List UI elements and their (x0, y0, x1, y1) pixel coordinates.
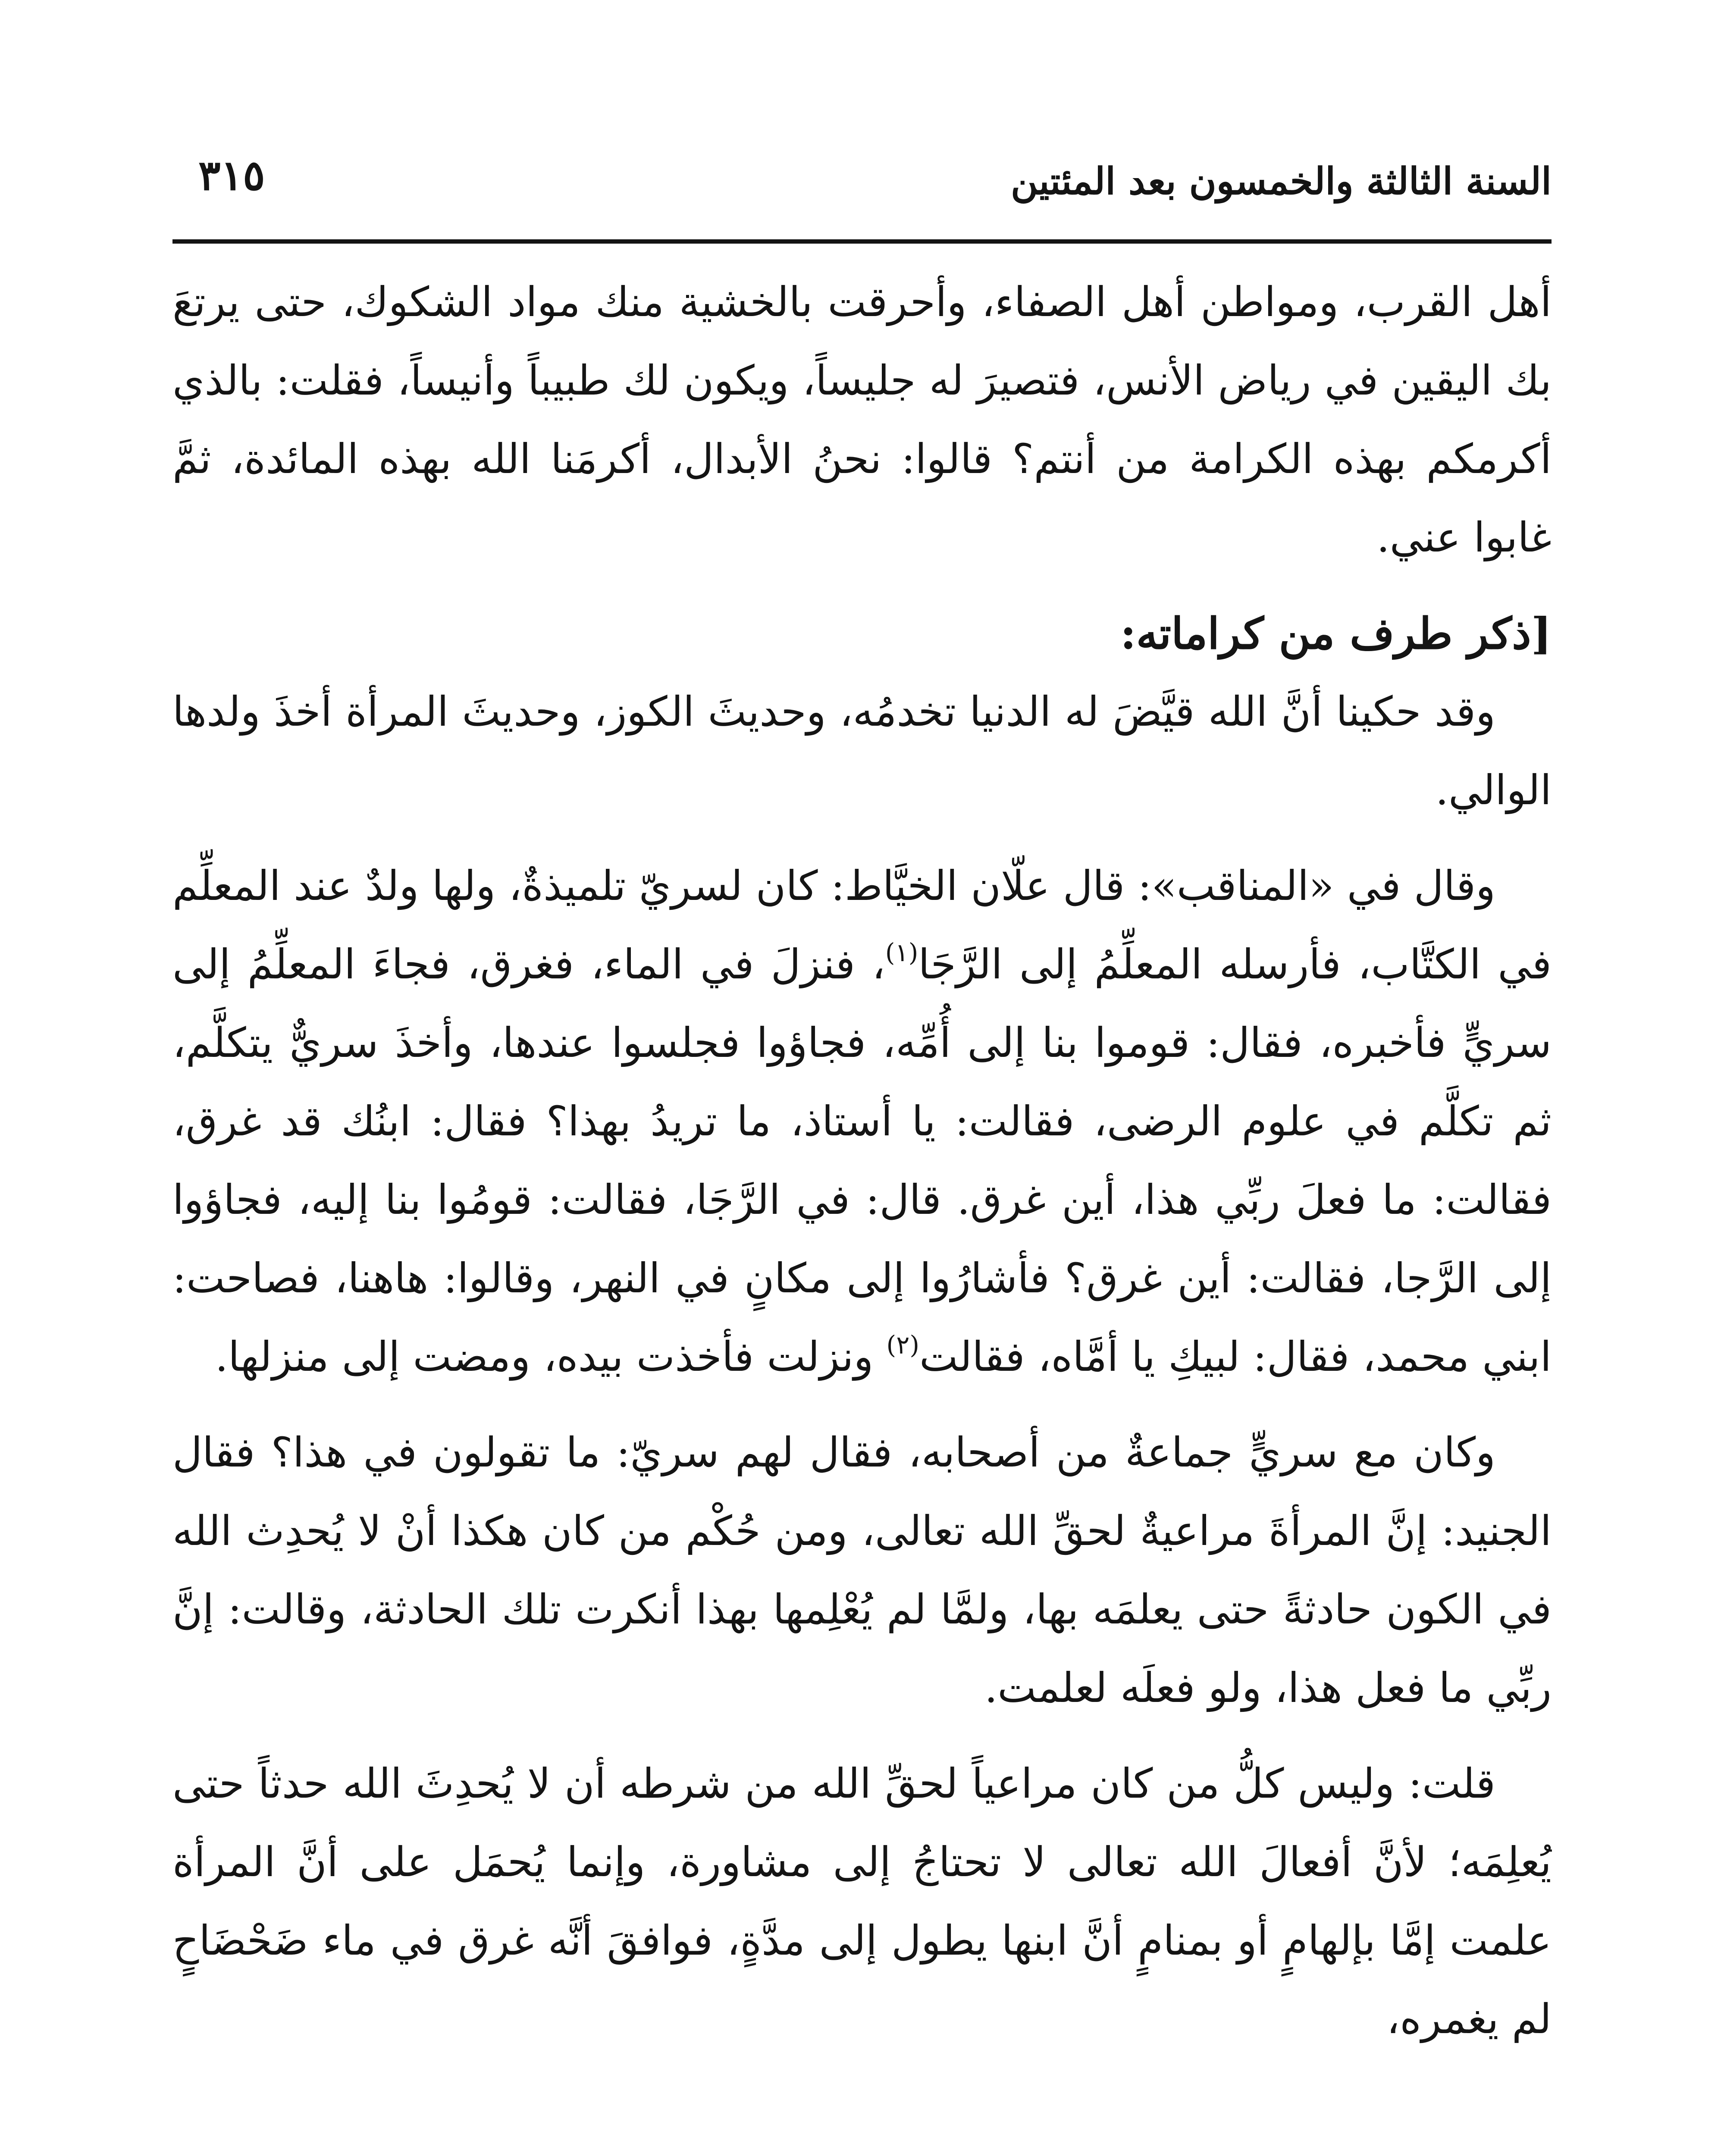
paragraph-2: وقد حكينا أنَّ الله قيَّضَ له الدنيا تخدمُه، وحديثَ الكوز، وحديثَ المرأة أخذَ ولدها الوالي. (172, 688, 1552, 814)
footnote-ref-2: (٢) (886, 1330, 919, 1360)
paragraph-5: قلت: وليس كلُّ من كان مراعياً لحقِّ الله من شرطه أن لا يُحدِثَ الله حدثاً حتى يُعلِمَه؛ لأنَّ أفعالَ الله تعالى لا تحتاجُ إلى مشاورة، وإنما يُحمَل على أنَّ المرأة علمت إمَّا بإلهامٍ أو بمنامٍ أنَّ ابنها يطول إلى مدَّةٍ، فوافقَ أنَّه غرق في ماء ضَحْضَاحٍ لم يغمره، (172, 1760, 1552, 2043)
section-heading: [ذكر طرف من كراماته: (1120, 608, 1552, 659)
paragraph-3-text-a: وقال في «المناقب»: قال علّان الخيَّاط: كان لسريّ تلميذةٌ، ولها ولدٌ عند المعلِّم في الكتَّاب، فأرسله المعلِّمُ إلى الرَّجَا (172, 862, 1552, 988)
footnote-ref-1: (١) (885, 938, 918, 967)
main-text (172, 263, 1552, 2059)
page-header (172, 142, 1552, 233)
paragraph-3 (172, 847, 1552, 1396)
header-rule (172, 239, 1552, 244)
page-number: ٣١٥ (198, 151, 265, 200)
paragraph-4: وكان مع سريٍّ جماعةٌ من أصحابه، فقال لهم سريّ: ما تقولون في هذا؟ فقال الجنيد: إنَّ المرأةَ مراعيةٌ لحقِّ الله تعالى، ومن حُكْم من كان هكذا أنْ لا يُحدِث الله في الكون حادثةً حتى يعلمَه بها، ولمَّا لم يُعْلِمها بهذا أنكرت تلك الحادثة، وقالت: إنَّ ربِّي ما فعل هذا، ولو فعلَه لعلمت. (172, 1429, 1552, 1712)
paragraph-3-text-c: ونزلت فأخذت بيده، ومضت إلى منزلها. (215, 1333, 887, 1381)
paragraph-1: أهل القرب، ومواطن أهل الصفاء، وأحرقت بالخشية منك مواد الشكوك، حتى يرتعَ بك اليقين في رياض الأنس، فتصيرَ له جليساً، ويكون لك طبيباً وأنيساً، فقلت: بالذي أكرمكم بهذه الكرامة من أنتم؟ قالوا: نحنُ الأبدال، أكرمَنا الله بهذه المائدة، ثمَّ غابوا عني. (172, 279, 1552, 561)
running-head: السنة الثالثة والخمسون بعد المئتين (1010, 160, 1552, 203)
paragraph-3-text-b: ، فنزلَ في الماء، فغرق، فجاءَ المعلِّمُ إلى سريٍّ فأخبره، فقال: قوموا بنا إلى أُمِّه، فجاؤوا فجلسوا عندها، وأخذَ سريٌّ يتكلَّم، ثم تكلَّم في علوم الرضى، فقالت: يا أستاذ، ما تريدُ بهذا؟ فقال: ابنُك قد غرق، فقالت: ما فعلَ ربِّي هذا، أين غرق. قال: في الرَّجَا، فقالت: قومُوا بنا إليه، فجاؤوا إلى الرَّجا، فقالت: أين غرق؟ فأشارُوا إلى مكانٍ في النهر، وقالوا: هاهنا، فصاحت: ابني محمد، فقال: لبيكِ يا أمَّاه، فقالت (172, 941, 1552, 1381)
